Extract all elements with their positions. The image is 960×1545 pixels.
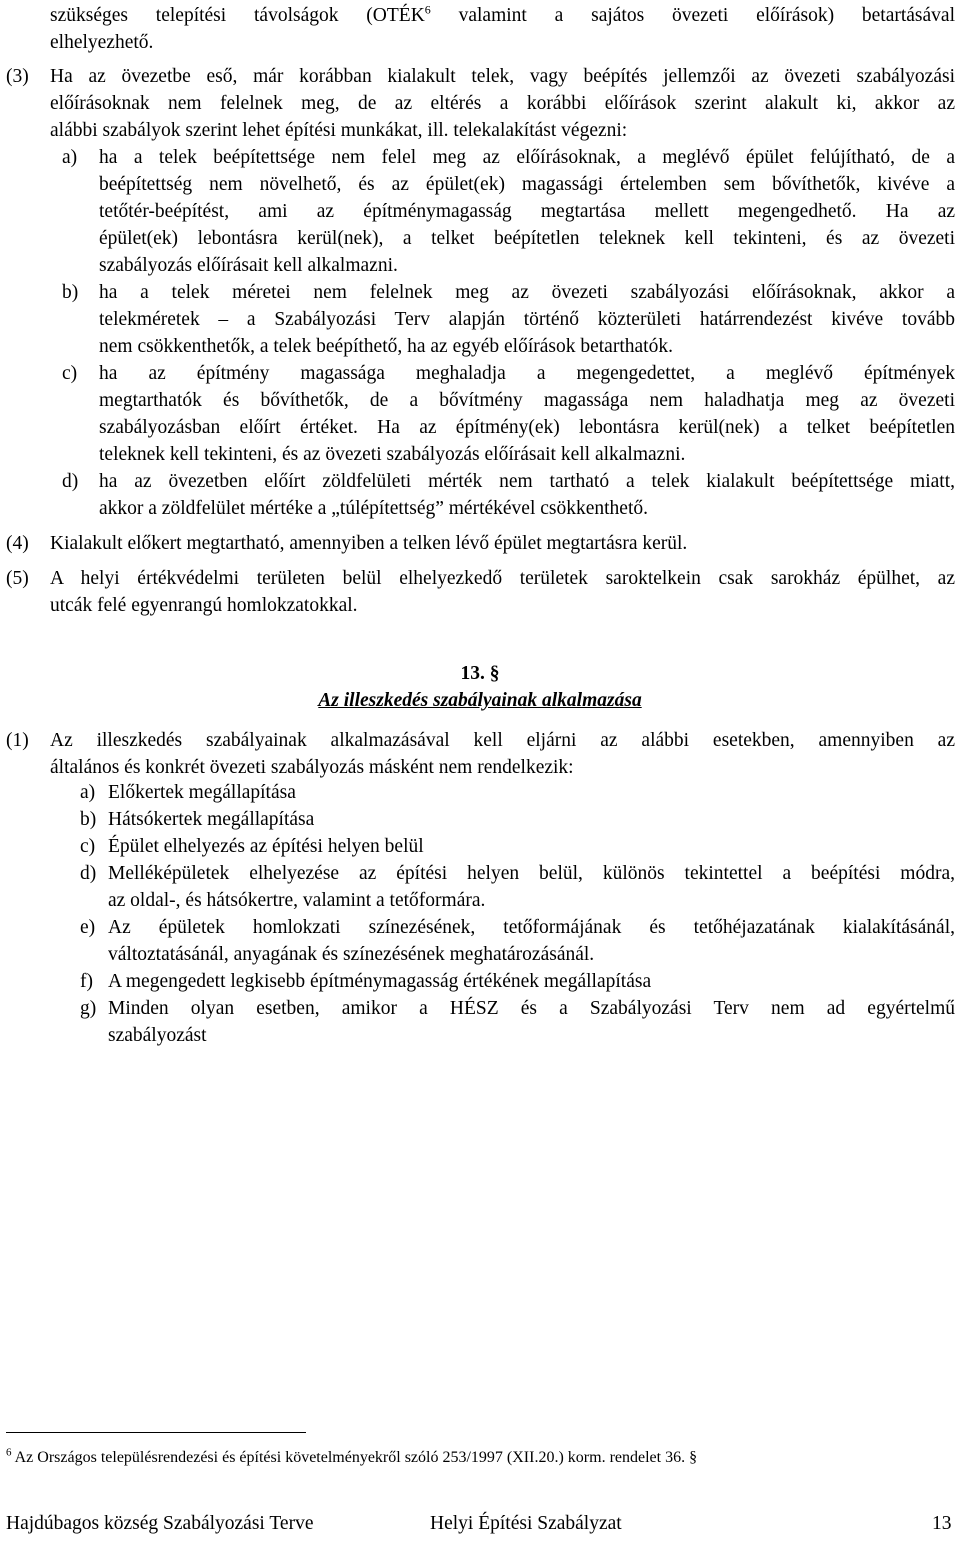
item-line: szabályozást [108,1025,207,1046]
item-label: a) [80,782,96,803]
continuation-line-2: elhelyezhető. [50,32,154,53]
paragraph-line: utcák felé egyenrangú homlokzatokkal. [50,595,358,616]
section-number: 13. § [460,663,500,684]
item-line: akkor a zöldfelület mértéke a „túlépítettség” mértékével csökkenthető. [99,498,649,519]
item-line: beépítettség nem növelhető, és az épület(ek) magassági értelemben sem bővíthetők, kivéve a [99,174,955,195]
paragraph-line: A helyi értékvédelmi területen belül elhelyezkedő területek saroktelkein csak sarokház épülhet, az [50,568,955,589]
page-number: 13 [932,1513,952,1534]
item-line: A megengedett legkisebb építménymagasság értékének megállapítása [108,971,652,992]
item-label: c) [80,836,96,857]
item-label: d) [80,863,97,884]
item-label: f) [80,971,93,992]
continuation-text-b: valamint a sajátos övezeti előírások) betartásával [458,5,955,26]
item-line: Az épületek homlokzati színezésének, tetőformájának és tetőhéjazatának kialakításánál, [108,917,955,938]
paragraph-line: Az illeszkedés szabályainak alkalmazásával kell eljárni az alábbi esetekben, amennyiben az [50,730,955,751]
item-line: telekméretek – a Szabályozási Terv alapján történő közterületi határrendezést kivéve tovább [99,309,955,330]
item-line: ha a telek méretei nem felelnek meg az övezeti szabályozási előírásoknak, akkor a [99,282,955,303]
paragraph-line: Kialakult előkert megtartható, amennyiben a telken lévő épület megtartásra kerül. [50,533,688,554]
item-line: teleknek kell tekinteni, és az övezeti szabályozás előírásait kell alkalmazni. [99,444,686,465]
footnote-mark: 6 [6,1446,12,1459]
paragraph-number: (3) [6,66,29,87]
footnote-reference[interactable]: 6 [424,2,431,17]
paragraph-number: (1) [6,730,29,751]
item-line: ha az építmény magassága meghaladja a megengedettet, a meglévő építmények [99,363,955,384]
item-line: Épület elhelyezés az építési helyen belül [108,836,424,857]
footer-center: Helyi Építési Szabályzat [430,1513,622,1534]
item-line: változtatásánál, anyagának és színezésének meghatározásánál. [108,944,595,965]
footnote [6,1448,697,1468]
item-label: c) [62,363,78,384]
paragraph-line: alábbi szabályok szerint lehet építési munkákat, ill. telekalakítást végezni: [50,120,628,141]
paragraph-line: előírásoknak nem felelnek meg, de az eltérés a korábbi előírások szerint alakult ki, akkor az [50,93,955,114]
item-line: ha az övezetben előírt zöldfelületi mérték nem tartható a telek kialakult beépítettsége miatt, [99,471,955,492]
item-label: a) [62,147,78,168]
item-label: e) [80,917,96,938]
item-line: nem csökkenthetők, a telek beépíthető, ha az egyéb előírások betarthatók. [99,336,673,357]
item-label: b) [80,809,97,830]
footer-left: Hajdúbagos község Szabályozási Terve [6,1513,314,1534]
item-line: Előkertek megállapítása [108,782,296,803]
footnote-text: Az Országos településrendezési és építési követelményekről szóló 253/1997 (XII.20.) korm. rendelet 36. § [14,1449,698,1466]
footnote-separator [6,1432,306,1433]
item-line: szabályozás előírásait kell alkalmazni. [99,255,398,276]
item-label: b) [62,282,79,303]
section-title: Az illeszkedés szabályainak alkalmazása [318,690,642,711]
continuation-text-a: szükséges telepítési távolságok (OTÉK [50,5,425,26]
item-line: megtarthatók és bővíthetők, de a bővítmény magassága nem haladhatja meg az övezeti [99,390,955,411]
item-line: Minden olyan esetben, amikor a HÉSZ és a Szabályozási Terv nem ad egyértelmű [108,998,955,1019]
item-line: Melléképületek elhelyezése az építési helyen belül, különös tekintettel a beépítési módra, [108,863,955,884]
item-line: épület(ek) lebontásra kerül(nek), a telket beépítetlen teleknek kell tekinteni, és az övezeti [99,228,955,249]
item-line: ha a telek beépítettsége nem felel meg az előírásoknak, a meglévő épület felújítható, de a [99,147,955,168]
paragraph-number: (4) [6,533,29,554]
paragraph-line: általános és konkrét övezeti szabályozás másként nem rendelkezik: [50,757,574,778]
item-line: tetőtér-beépítést, ami az építménymagasság megtartása mellett megengedhető. Ha az [99,201,955,222]
paragraph-number: (5) [6,568,29,589]
item-label: d) [62,471,79,492]
item-line: Hátsókertek megállapítása [108,809,315,830]
item-line: szabályozásban előírt értéket. Ha az építmény(ek) lebontásra kerül(nek) a telket beépítetlen [99,417,955,438]
continuation-line-1 [50,2,955,29]
paragraph-line: Ha az övezetbe eső, már korábban kialakult telek, vagy beépítés jellemzői az övezeti szabályozási [50,66,955,87]
item-label: g) [80,998,97,1019]
item-line: az oldal-, és hátsókertre, valamint a tetőformára. [108,890,486,911]
